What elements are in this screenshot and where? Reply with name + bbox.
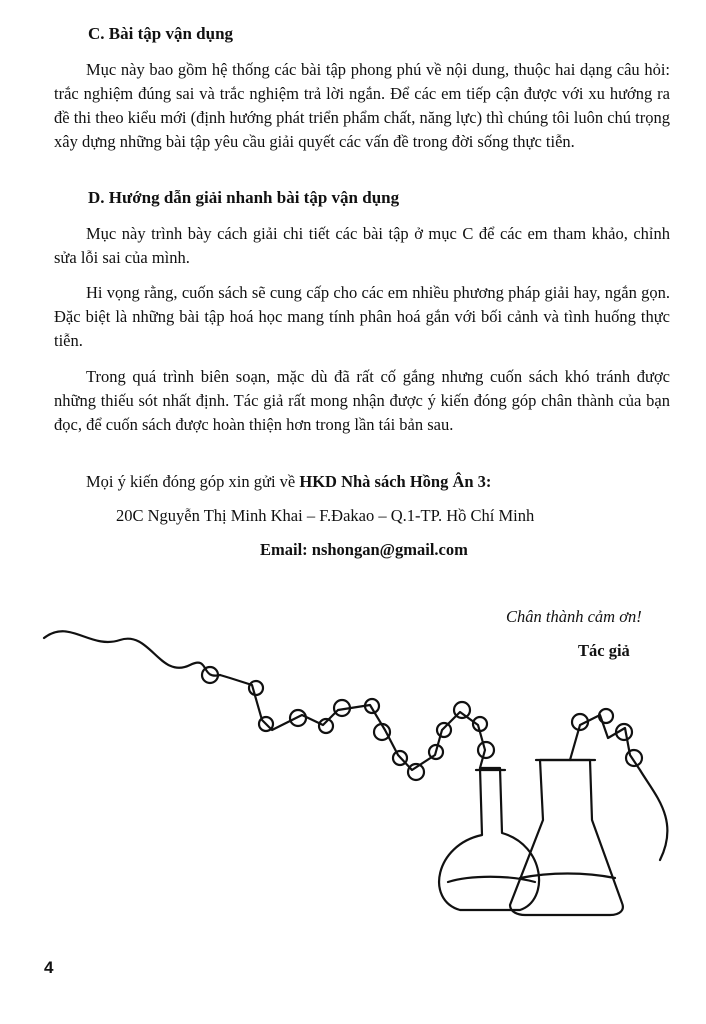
publisher-email: Email: nshongan@gmail.com: [260, 540, 468, 559]
section-c-heading: C. Bài tập vận dụng: [88, 24, 234, 43]
section-d-paragraph: Mục này trình bày cách giải chi tiết các bài tập ở mục C để các em tham khảo, chỉnh sửa lỗi sai của mình.: [54, 224, 670, 267]
round-flask: [439, 768, 539, 910]
signature: Tác giả: [578, 641, 630, 660]
thanks-line: Chân thành cảm ơn!: [506, 607, 642, 626]
hope-paragraph: Hi vọng rằng, cuốn sách sẽ cung cấp cho các em nhiều phương pháp giải hay, ngắn gọn. Đặc biệt là những bài tập hoá học mang tính phân hoá gắn với bối cảnh và tình huống thực tiễn.: [54, 283, 670, 350]
publisher-name: HKD Nhà sách Hồng Ân 3:: [299, 472, 492, 491]
section-c-paragraph: Mục này bao gồm hệ thống các bài tập phong phú về nội dung, thuộc hai dạng câu hỏi: trắc nghiệm đúng sai và trắc nghiệm trả lời ngắn. Để các em tiếp cận được với xu hướng ra đề thi theo kiểu mới (định hướng phát triển phẩm chất, năng lực) thì chúng tôi luôn chú trọng xây dựng những bài tập yêu cầu giải quyết các vấn đề trong đời sống thực tiễn.: [54, 60, 670, 151]
publisher-address: 20C Nguyễn Thị Minh Khai – F.Đakao – Q.1-TP. Hồ Chí Minh: [116, 506, 535, 525]
section-d-heading: D. Hướng dẫn giải nhanh bài tập vận dụng: [88, 188, 400, 207]
contact-intro: Mọi ý kiến đóng góp xin gửi về: [86, 472, 300, 491]
wavy-string: [44, 631, 220, 675]
page-number: 4: [44, 958, 54, 977]
editing-paragraph: Trong quá trình biên soạn, mặc dù đã rất cố gắng nhưng cuốn sách khó tránh được những thiếu sót nhất định. Tác giả rất mong nhận được ý kiến đóng góp chân thành của bạn đọc, để cuốn sách được hoàn thiện hơn trong lần tái bản sau.: [54, 367, 670, 434]
chemistry-illustration: [40, 620, 680, 920]
contact-line: [86, 470, 491, 494]
conical-flask: [510, 760, 623, 915]
